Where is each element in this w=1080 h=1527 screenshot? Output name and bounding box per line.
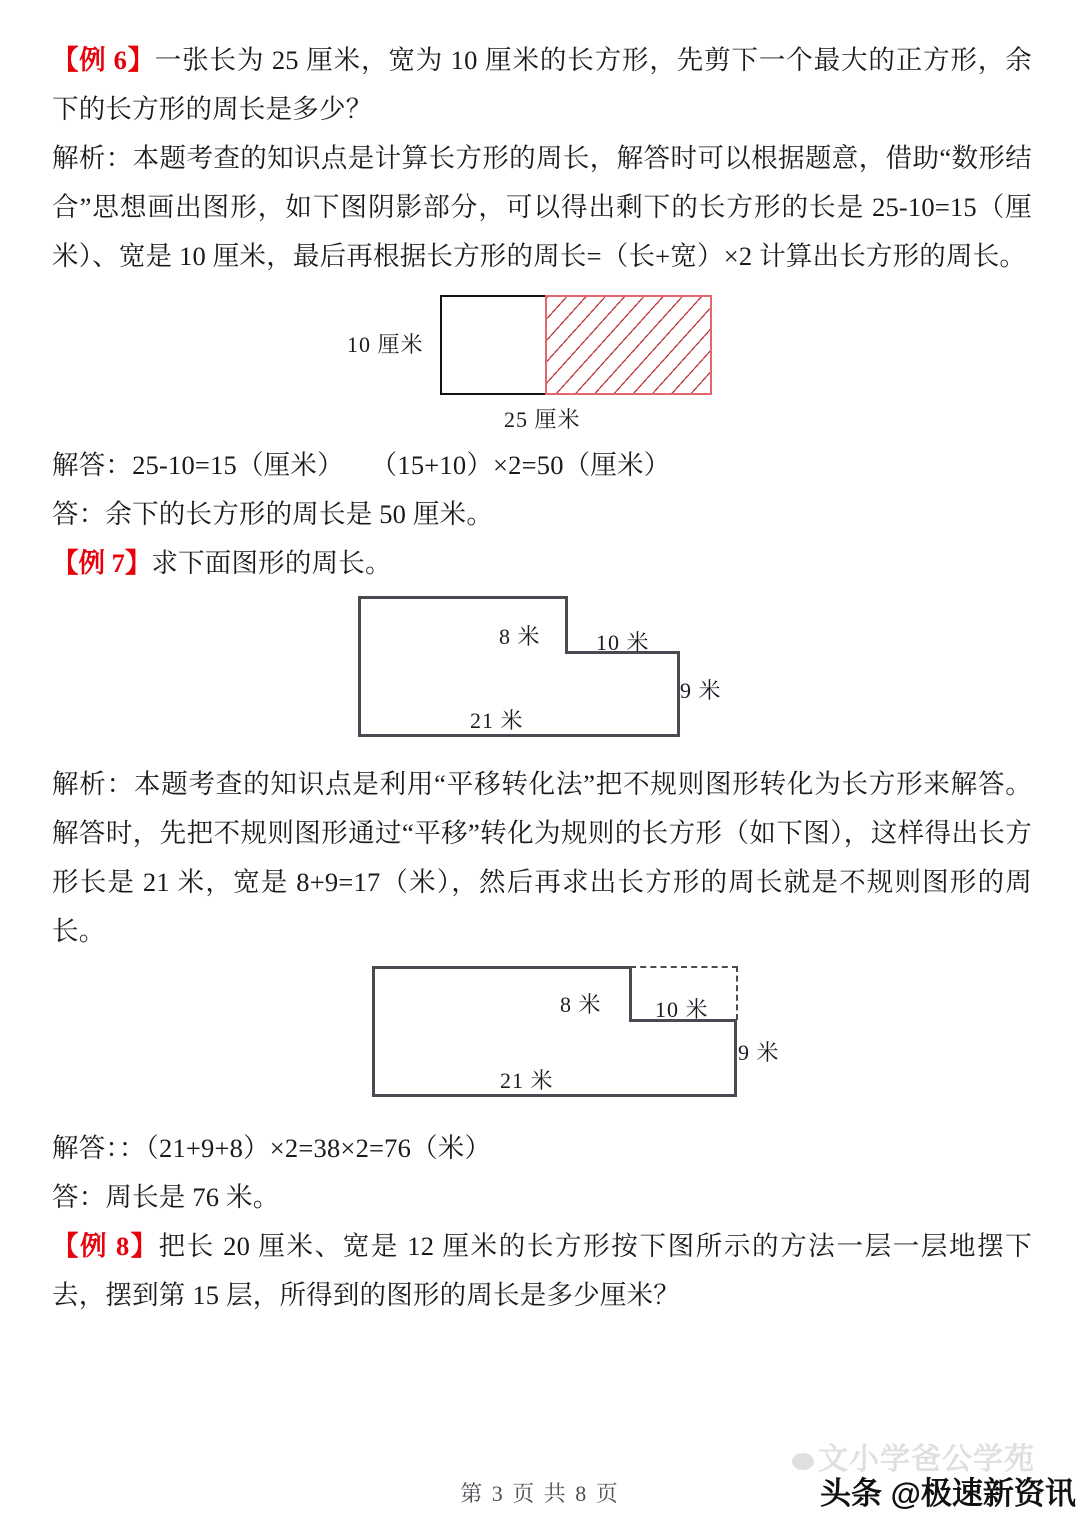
example-7-problem bbox=[52, 539, 1032, 588]
example-7-solution: 解答：：（21+9+8）×2=38×2=76（米） bbox=[52, 1133, 492, 1163]
figure1-width-label: 25 厘米 bbox=[504, 407, 581, 432]
watermark-main: 头条 @极速新资讯 bbox=[820, 1476, 1076, 1511]
figure3-step-label: 10 米 bbox=[655, 997, 709, 1022]
figure1-height-label: 10 厘米 bbox=[347, 332, 424, 357]
example-7-analysis: 解析：本题考查的知识点是利用“平移转化法”把不规则图形转化为长方形来解答。解答时，先把不规则图形通过“平移”转化为规则的长方形（如下图），这样得出长方形长是 21 米，宽是 8+9=17（米），然后再求出长方形的周长就是不规则图形的周长。 bbox=[52, 769, 1032, 946]
page-content bbox=[52, 36, 1032, 1320]
figure2-edge-left bbox=[358, 596, 361, 736]
figure3-shape bbox=[372, 966, 780, 1106]
example-8-problem bbox=[52, 1222, 1032, 1320]
figure3-top-label: 8 米 bbox=[560, 992, 602, 1017]
figure1-hatched-region bbox=[545, 295, 712, 395]
example-7-answer: 答：周长是 76 米。 bbox=[52, 1182, 280, 1212]
figure2-right-label: 9 米 bbox=[680, 678, 722, 703]
example-6-solution: 解答：25-10=15（厘米） （15+10）×2=50（厘米） bbox=[52, 450, 671, 480]
example-8-label: 【例 8】 bbox=[52, 1231, 159, 1261]
chat-bubble-icon bbox=[792, 1453, 814, 1470]
figure3-bottom-label: 21 米 bbox=[500, 1068, 554, 1093]
example-7-problem-text: 求下面图形的周长。 bbox=[151, 548, 392, 578]
figure2-step-label: 10 米 bbox=[596, 630, 650, 655]
watermark-faint-text: 文小学爸公学苑 bbox=[818, 1443, 1035, 1476]
example-6-answer: 答：余下的长方形的周长是 50 厘米。 bbox=[52, 499, 494, 529]
figure2-bottom-label: 21 米 bbox=[470, 708, 524, 733]
figure2-edge-step-vertical bbox=[565, 596, 568, 653]
figure2-top-label: 8 米 bbox=[499, 624, 541, 649]
figure2-shape bbox=[358, 596, 722, 738]
figure3-edge-left bbox=[372, 966, 375, 1096]
example-6-analysis: 解析：本题考查的知识点是计算长方形的周长，解答时可以根据题意，借助“数形结合”思想画出图形，如下图阴影部分，可以得出剩下的长方形的长是 25-10=15（厘米）、宽是 10 厘米，最后再根据长方形的周长=（长+宽）×2 计算出长方形的周长。 bbox=[52, 143, 1032, 271]
page-footer: 第 3 页 共 8 页 bbox=[460, 1481, 620, 1506]
figure3-edge-right bbox=[734, 1019, 737, 1096]
example-6-label: 【例 6】 bbox=[52, 45, 155, 75]
figure2-edge-top-left bbox=[358, 596, 568, 599]
figure3-dashed-right bbox=[736, 966, 738, 1020]
figure-translation-diagram bbox=[52, 956, 1032, 1124]
figure-rectangle-with-shaded-square bbox=[52, 281, 1032, 441]
example-6-problem bbox=[52, 36, 1032, 134]
example-7-label: 【例 7】 bbox=[52, 548, 152, 578]
figure3-dashed-top bbox=[630, 966, 738, 968]
figure3-edge-step-vertical bbox=[629, 966, 632, 1021]
figure3-edge-top-left bbox=[372, 966, 632, 969]
figure3-right-label: 9 米 bbox=[738, 1040, 780, 1065]
example-6-problem-text: 一张长为 25 厘米，宽为 10 厘米的长方形，先剪下一个最大的正方形，余下的长方形的周长是多少？ bbox=[52, 45, 1033, 124]
figure3-edge-bottom bbox=[372, 1094, 737, 1097]
figure-l-shaped-polygon bbox=[52, 588, 1032, 760]
example-8-problem-text: 把长 20 厘米、宽是 12 厘米的长方形按下图所示的方法一层一层地摆下去，摆到第 15 层，所得到的图形的周长是多少厘米？ bbox=[52, 1231, 1033, 1310]
